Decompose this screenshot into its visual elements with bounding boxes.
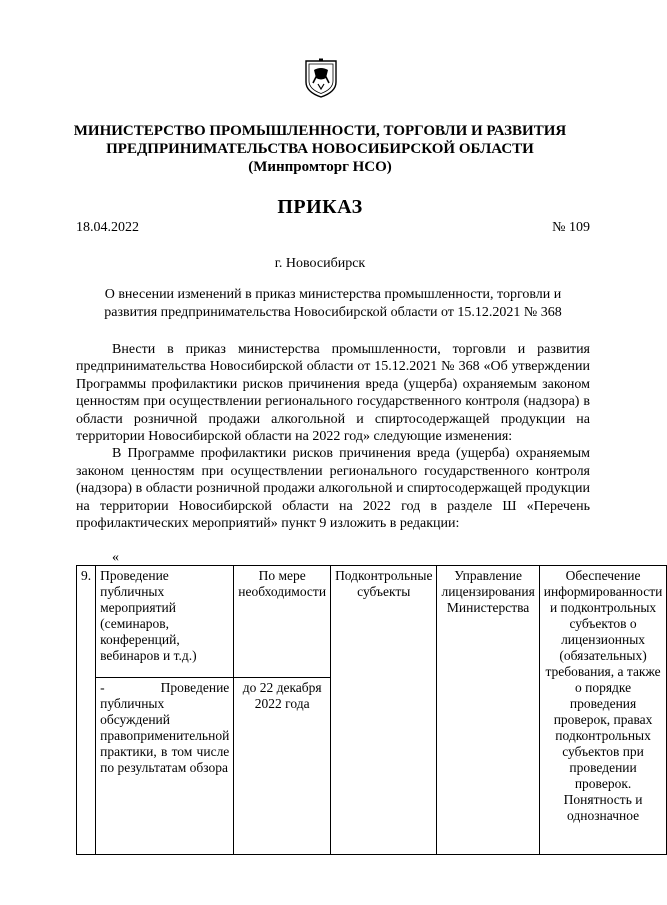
body-paragraph: Внести в приказ министерства промышленности, торговли и развития предпринимательства Новосибирской области от 15.12.2021 № 368 «Об утверждении Программы профилактики рисков причинения вреда (ущерба) охраняемым законом ценностям при осуществлении регионального государственного контроля (надзора) в области розничной продажи алкогольной и спиртосодержащей продукции на территории Новосибирской области на 2022 год» следующие изменения: — [76, 342, 590, 445]
event-name: Проведение публичных мероприятий (семинаров, конференций, вебинаров и т.д.) — [96, 566, 234, 678]
table-row — [77, 566, 667, 678]
ministry-short-name: (Минпромторг НСО) — [248, 159, 392, 175]
ministry-header — [60, 122, 580, 176]
event-term: По мере необходимости — [234, 566, 331, 678]
subject-line1: О внесении изменений в приказ министерства промышленности, торговли и — [104, 287, 562, 302]
ministry-name-line2: ПРЕДПРИНИМАТЕЛЬСТВА НОВОСИБИРСКОЙ ОБЛАСТИ — [106, 141, 534, 157]
coat-of-arms-icon — [305, 58, 337, 98]
document-number: № 109 — [552, 220, 590, 235]
ministry-name-line1: МИНИСТЕРСТВО ПРОМЫШЛЕННОСТИ, ТОРГОВЛИ И РАЗВИТИЯ — [73, 123, 567, 139]
event-responsible: Управление лицензирования Министерства — [437, 566, 539, 855]
document-type: ПРИКАЗ — [277, 196, 363, 218]
event-term: до 22 декабря 2022 года — [234, 678, 331, 855]
event-result: Обеспечение информированности и подконтрольных субъектов о лицензионных (обязательных) требования, а также о порядке проведения проверок, правах подконтрольных субъектов при проведении проверок. Понятность и однозначное — [539, 566, 667, 855]
open-quote: « — [112, 550, 119, 565]
document-subject — [76, 286, 590, 322]
program-table — [76, 565, 667, 855]
document-city: г. Новосибирск — [274, 256, 366, 271]
subject-line2: развития предпринимательства Новосибирской области от 15.12.2021 № 368 — [104, 305, 562, 320]
body-paragraph: В Программе профилактики рисков причинения вреда (ущерба) охраняемым законом ценностям при осуществлении регионального государственного контроля (надзора) в области розничной продажи алкогольной и спиртосодержащей продукции на территории Новосибирской области на 2022 год в разделе Ш «Перечень профилактических мероприятий» пункт 9 изложить в редакции: — [76, 446, 590, 532]
document-body — [76, 341, 590, 532]
document-date: 18.04.2022 — [76, 220, 139, 235]
event-subjects: Подконтрольные субъекты — [331, 566, 437, 855]
event-name: - Проведение публичных обсуждений правоприменительной практики, в том числе по результатам обзора — [96, 678, 234, 855]
row-number: 9. — [77, 566, 96, 855]
